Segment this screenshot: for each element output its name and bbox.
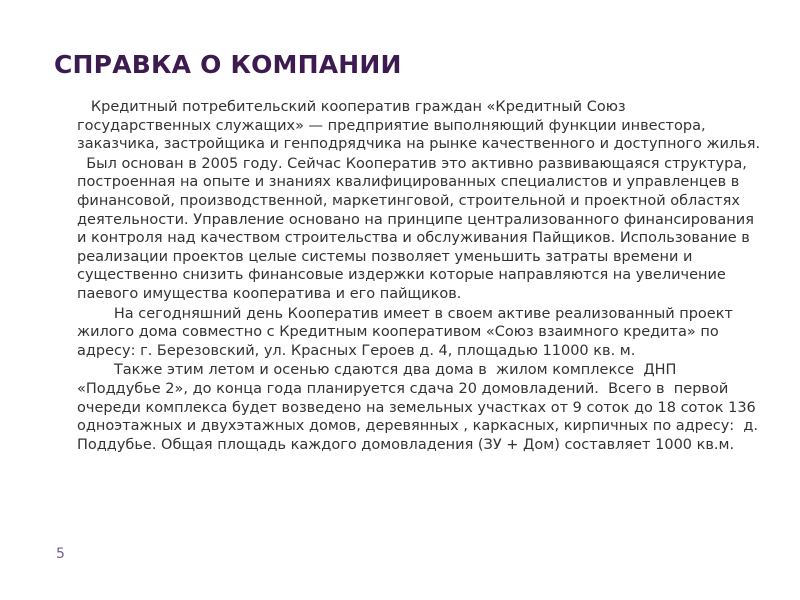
page-number: 5 [56,546,65,562]
slide-body [77,98,763,455]
paragraph-about: Кредитный потребительский кооператив граждан «Кредитный Союз государственных служащих» — предприятие выполняющий функции инвестора, заказчика, застройщика и генподрядчика на рынке качественного и доступного жилья. [77,99,761,153]
paragraph-history: Был основан в 2005 году. Сейчас Кооператив это активно развивающаяся структура, построенная на опыте и знаниях квалифицированных специалистов и управленцев в финансовой, производственной, маркетинговой, строительной и проектной областях деятельности. Управление основано на принципе централизованного финансирования и контроля над качеством строительства и обслуживания Пайщиков. Использование в реализации проектов целые системы позволяет уменьшить затраты времени и существенно снизить финансовые издержки которые направляются на увеличение паевого имущества кооператива и его пайщиков. [77,155,759,302]
slide-title: СПРАВКА О КОМПАНИИ [54,50,402,79]
paragraph-upcoming-projects: Также этим летом и осенью сдаются два дома в жилом комплексе ДНП «Поддубье 2», до конца года планируется сдача 20 домовладений. Всего в первой очереди комплекса будет возведено на земельных участках от 9 соток до 18 соток 136 одноэтажных и двухэтажных домов, деревянных , каркасных, кирпичных по адресу: д. Поддубье. Общая площадь каждого домовладения (ЗУ + Дом) составляет 1000 кв.м. [77,362,763,453]
paragraph-current-project: На сегодняшний день Кооператив имеет в своем активе реализованный проект жилого дома совместно с Кредитным кооперативом «Союз взаимного кредита» по адресу: г. Березовский, ул. Красных Героев д. 4, площадью 11000 кв. м. [77,305,738,359]
